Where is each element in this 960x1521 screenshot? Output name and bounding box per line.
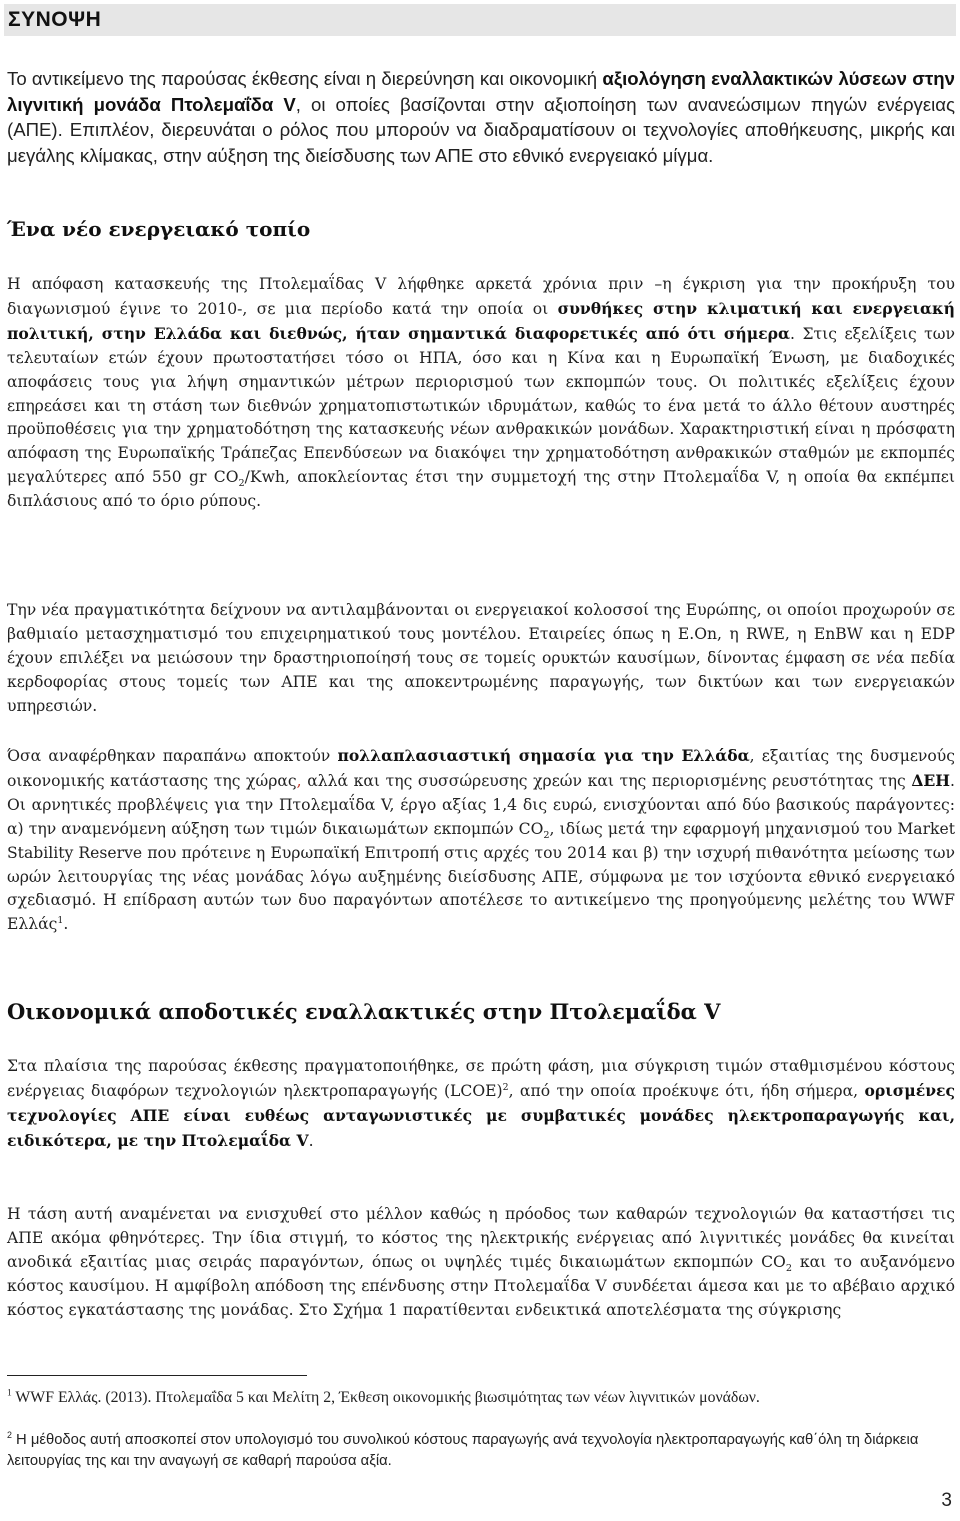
section-1-heading: Ένα νέο ενεργειακό τοπίο — [7, 217, 311, 241]
s1p3-text-2: , εξαιτίας της δυσμενούς οικονομικής κατάστασης της χώρας — [7, 747, 955, 790]
s2p2-text-2: και το αυξανόμενο κόστος καυσίμου. Η αμφίβολη απόδοση της επένδυσης στην Πτολεμαΐδα V συνδέεται άμεσα και με το αβέβαιο αρχικό κόστος εγκατάστασης της μονάδας. Στο Σχήμα 1 παρατίθενται ενδεικτικά αποτελέσματα της σύγκρισης — [7, 1252, 955, 1319]
s2p1-text-1: Στα πλαίσια της παρούσας έκθεσης πραγματοποιήθηκε, σε πρώτη φάση, μια σύγκριση τιμών σταθμισμένου κόστους ενέργειας διαφόρων τεχνολογιών ηλεκτροπαραγωγής (LCOE) — [7, 1057, 955, 1100]
s2p2-text-1: Η τάση αυτή αναμένεται να ενισχυθεί στο μέλλον καθώς η πρόοδος των καθαρών τεχνολογιών θα καταστήσει τις ΑΠΕ ακόμα φθηνότερες. Την ίδια στιγμή, το κόστος της ηλεκτρικής ενέργειας από λιγνιτικές μονάδες θα κινείται ανοδικά εξαιτίας μιας σειράς παραγόντων, όπως οι υψηλές τιμές δικαιωμάτων εκπομπών CO — [7, 1205, 955, 1271]
s2p1-text-3: . — [308, 1131, 314, 1150]
s1p3-text-3: αλλά και της συσσώρευσης χρεών και της περιορισμένης ρευστότητας της — [301, 771, 912, 790]
section-2-heading: Οικονομικά αποδοτικές εναλλακτικές στην Πτολεμαΐδα V — [7, 999, 721, 1024]
s1p1-text-3: /Kwh, αποκλείοντας έτσι την συμμετοχή της στην Πτολεμαΐδα V, η οποία θα εκπέμπει διπλάσιους από το όριο ρύπους. — [7, 468, 956, 511]
footnote-1 — [7, 1388, 955, 1407]
s1p3-text-1: Όσα αναφέρθηκαν παραπάνω αποκτούν — [7, 747, 338, 765]
footnote-ref-2[interactable]: 2 — [502, 1081, 509, 1093]
footnote-2 — [7, 1430, 955, 1472]
footnote-ref-1[interactable]: 1 — [57, 915, 64, 927]
footnote-1-text: WWF Ελλάς. (2013). Πτολεμαΐδα 5 και Μελίτη 2, Έκθεση οικονομικής βιωσιμότητας των νέων λιγνιτικών μονάδων. — [11, 1389, 760, 1406]
section-2-paragraph-1 — [7, 1055, 955, 1154]
s1p1-subscript: 2 — [238, 478, 245, 490]
s2p1-text-2: , από την οποία προέκυψε ότι, ήδη σήμερα, — [508, 1081, 865, 1100]
s1p3-bold-2: ΔΕΗ — [911, 770, 951, 790]
summary-title: ΣΥΝΟΨΗ — [4, 4, 956, 36]
s1p1-text-1: Η απόφαση κατασκευής της Πτολεμαΐδας V λήφθηκε αρκετά χρόνια πριν –η έγκριση για την προκήρυξη του διαγωνισμού έγινε το 2010-, σε μια περίοδο κατά την οποία οι — [7, 275, 955, 318]
section-1-paragraph-3 — [7, 744, 955, 937]
s1p3-subscript: 2 — [543, 829, 550, 841]
intro-paragraph — [7, 66, 955, 168]
section-1-paragraph-1 — [7, 273, 955, 514]
s1p3-text-6: . — [63, 915, 69, 934]
intro-text-2: , οι οποίες βασίζονται στην αξιοποίηση των ανανεώσιμων πηγών ενέργειας (ΑΠΕ). Επιπλέον, διερευνάται ο ρόλος που μπορούν να διαδραματίσουν οι τεχνολογίες αποθήκευσης, μικρής και μεγάλης κλίμακας, στην αύξηση της διείσδυσης των ΑΠΕ στο εθνικό ενεργειακό μίγμα. — [7, 93, 955, 166]
s2p2-subscript: 2 — [785, 1262, 792, 1274]
intro-bold-1: αξιολόγηση εναλλακτικών λύσεων στην λιγνιτική μονάδα Πτολεμαΐδα V — [7, 68, 955, 115]
footnote-2-number: 2 — [7, 1430, 12, 1441]
intro-text-1: Το αντικείμενο της παρούσας έκθεσης είναι η διερεύνηση και οικονομική — [7, 68, 603, 89]
s1p3-red-comma: , — [296, 771, 302, 790]
s2p1-bold-1: ορισμένες τεχνολογίες ΑΠΕ είναι ευθέως ανταγωνιστικές με συμβατικές μονάδες ηλεκτροπαραγωγής και, ειδικότερα, με την Πτολεμαΐδα V — [7, 1080, 955, 1150]
section-1-paragraph-2: Την νέα πραγματικότητα δείχνουν να αντιλαμβάνονται οι ενεργειακοί κολοσσοί της Ευρώπης, οι οποίοι προχωρούν σε βαθμιαίο μετασχηματισμό του επιχειρηματικού τους μοντέλου. Εταιρείες όπως η E.On, η RWE, η EnBW και η EDP έχουν επιλέξει να μειώσουν την δραστηριοποίησή τους σε τομείς ορυκτών καυσίμων, δίνοντας έμφαση σε νέα πεδία κερδοφορίας στους τομείς των ΑΠΕ και της αποκεντρωμένης παραγωγής, των δικτύων και των ενεργειακών υπηρεσιών. — [7, 601, 955, 715]
s1p3-text-4: . Οι αρνητικές προβλέψεις για την Πτολεμαΐδα V, έργο αξίας 1,4 δις ευρώ, ενισχύονται από δύο βασικούς παράγοντες: α) την αναμενόμενη αύξηση των τιμών δικαιωμάτων εκπομπών CO — [7, 771, 955, 838]
section-2-paragraph-2 — [7, 1203, 955, 1323]
s1p3-bold-1: πολλαπλασιαστική σημασία για την Ελλάδα — [337, 746, 750, 765]
footnote-1-number: 1 — [7, 1388, 12, 1399]
page-number: 3 — [941, 1490, 952, 1511]
s1p1-bold-1: συνθήκες στην κλιματική και ενεργειακή πολιτική, στην Ελλάδα και διεθνώς, ήταν σημαντικά διαφορετικές από ότι σήμερα — [7, 298, 955, 343]
footnote-2-text: Η μέθοδος αυτή αποσκοπεί στον υπολογισμό του συνολικού κόστους παραγωγής ανά τεχνολογία ηλεκτροπαραγωγής καθ΄όλη τη διάρκεια λειτουργίας της και την αναγωγή σε καθαρή παρούσα αξία. — [7, 1432, 919, 1469]
s1p1-text-2: . Στις εξελίξεις των τελευταίων ετών έχουν πρωτοστατήσει τόσο οι ΗΠΑ, όσο και η Κίνα και η Ευρωπαϊκή Ένωση, με διαδοχικές αποφάσεις τους για λήψη σημαντικών μέτρων περιορισμού των εκπομπών τους. Οι πολιτικές εξελίξεις έχουν επηρεάσει και τη στάση των διεθνών χρηματοπιστωτικών ιδρυμάτων, καθώς το ένα μετά το άλλο θέτουν αυστηρές προϋποθέσεις για την χρηματοδότηση της κατασκευής νέων ανθρακικών μονάδων. Χαρακτηριστική είναι η πρόσφατη απόφαση της Ευρωπαϊκής Τράπεζας Επενδύσεων να διακόψει την χρηματοδότηση ανθρακικών σταθμών με εκπομπές μεγαλύτερες από 550 gr CO — [7, 324, 955, 487]
s1p3-text-5: , ιδίως μετά την εφαρμογή μηχανισμού του Market Stability Reserve που πρότεινε η Ευρωπαϊκή Επιτροπή στις αρχές του 2014 και β) την ισχυρή πιθανότητα μείωσης των ωρών λειτουργίας της νέας μονάδας λόγω αυξημένης διείσδυσης ΑΠΕ, σύμφωνα με τον ισχύοντα εθνικό ενεργειακό σχεδιασμό. Η επίδραση αυτών των δυο παραγόντων αποτέλεσε το αντικείμενο της προηγούμενης μελέτης του WWF Ελλάς — [7, 819, 955, 934]
footnote-divider — [7, 1375, 307, 1376]
